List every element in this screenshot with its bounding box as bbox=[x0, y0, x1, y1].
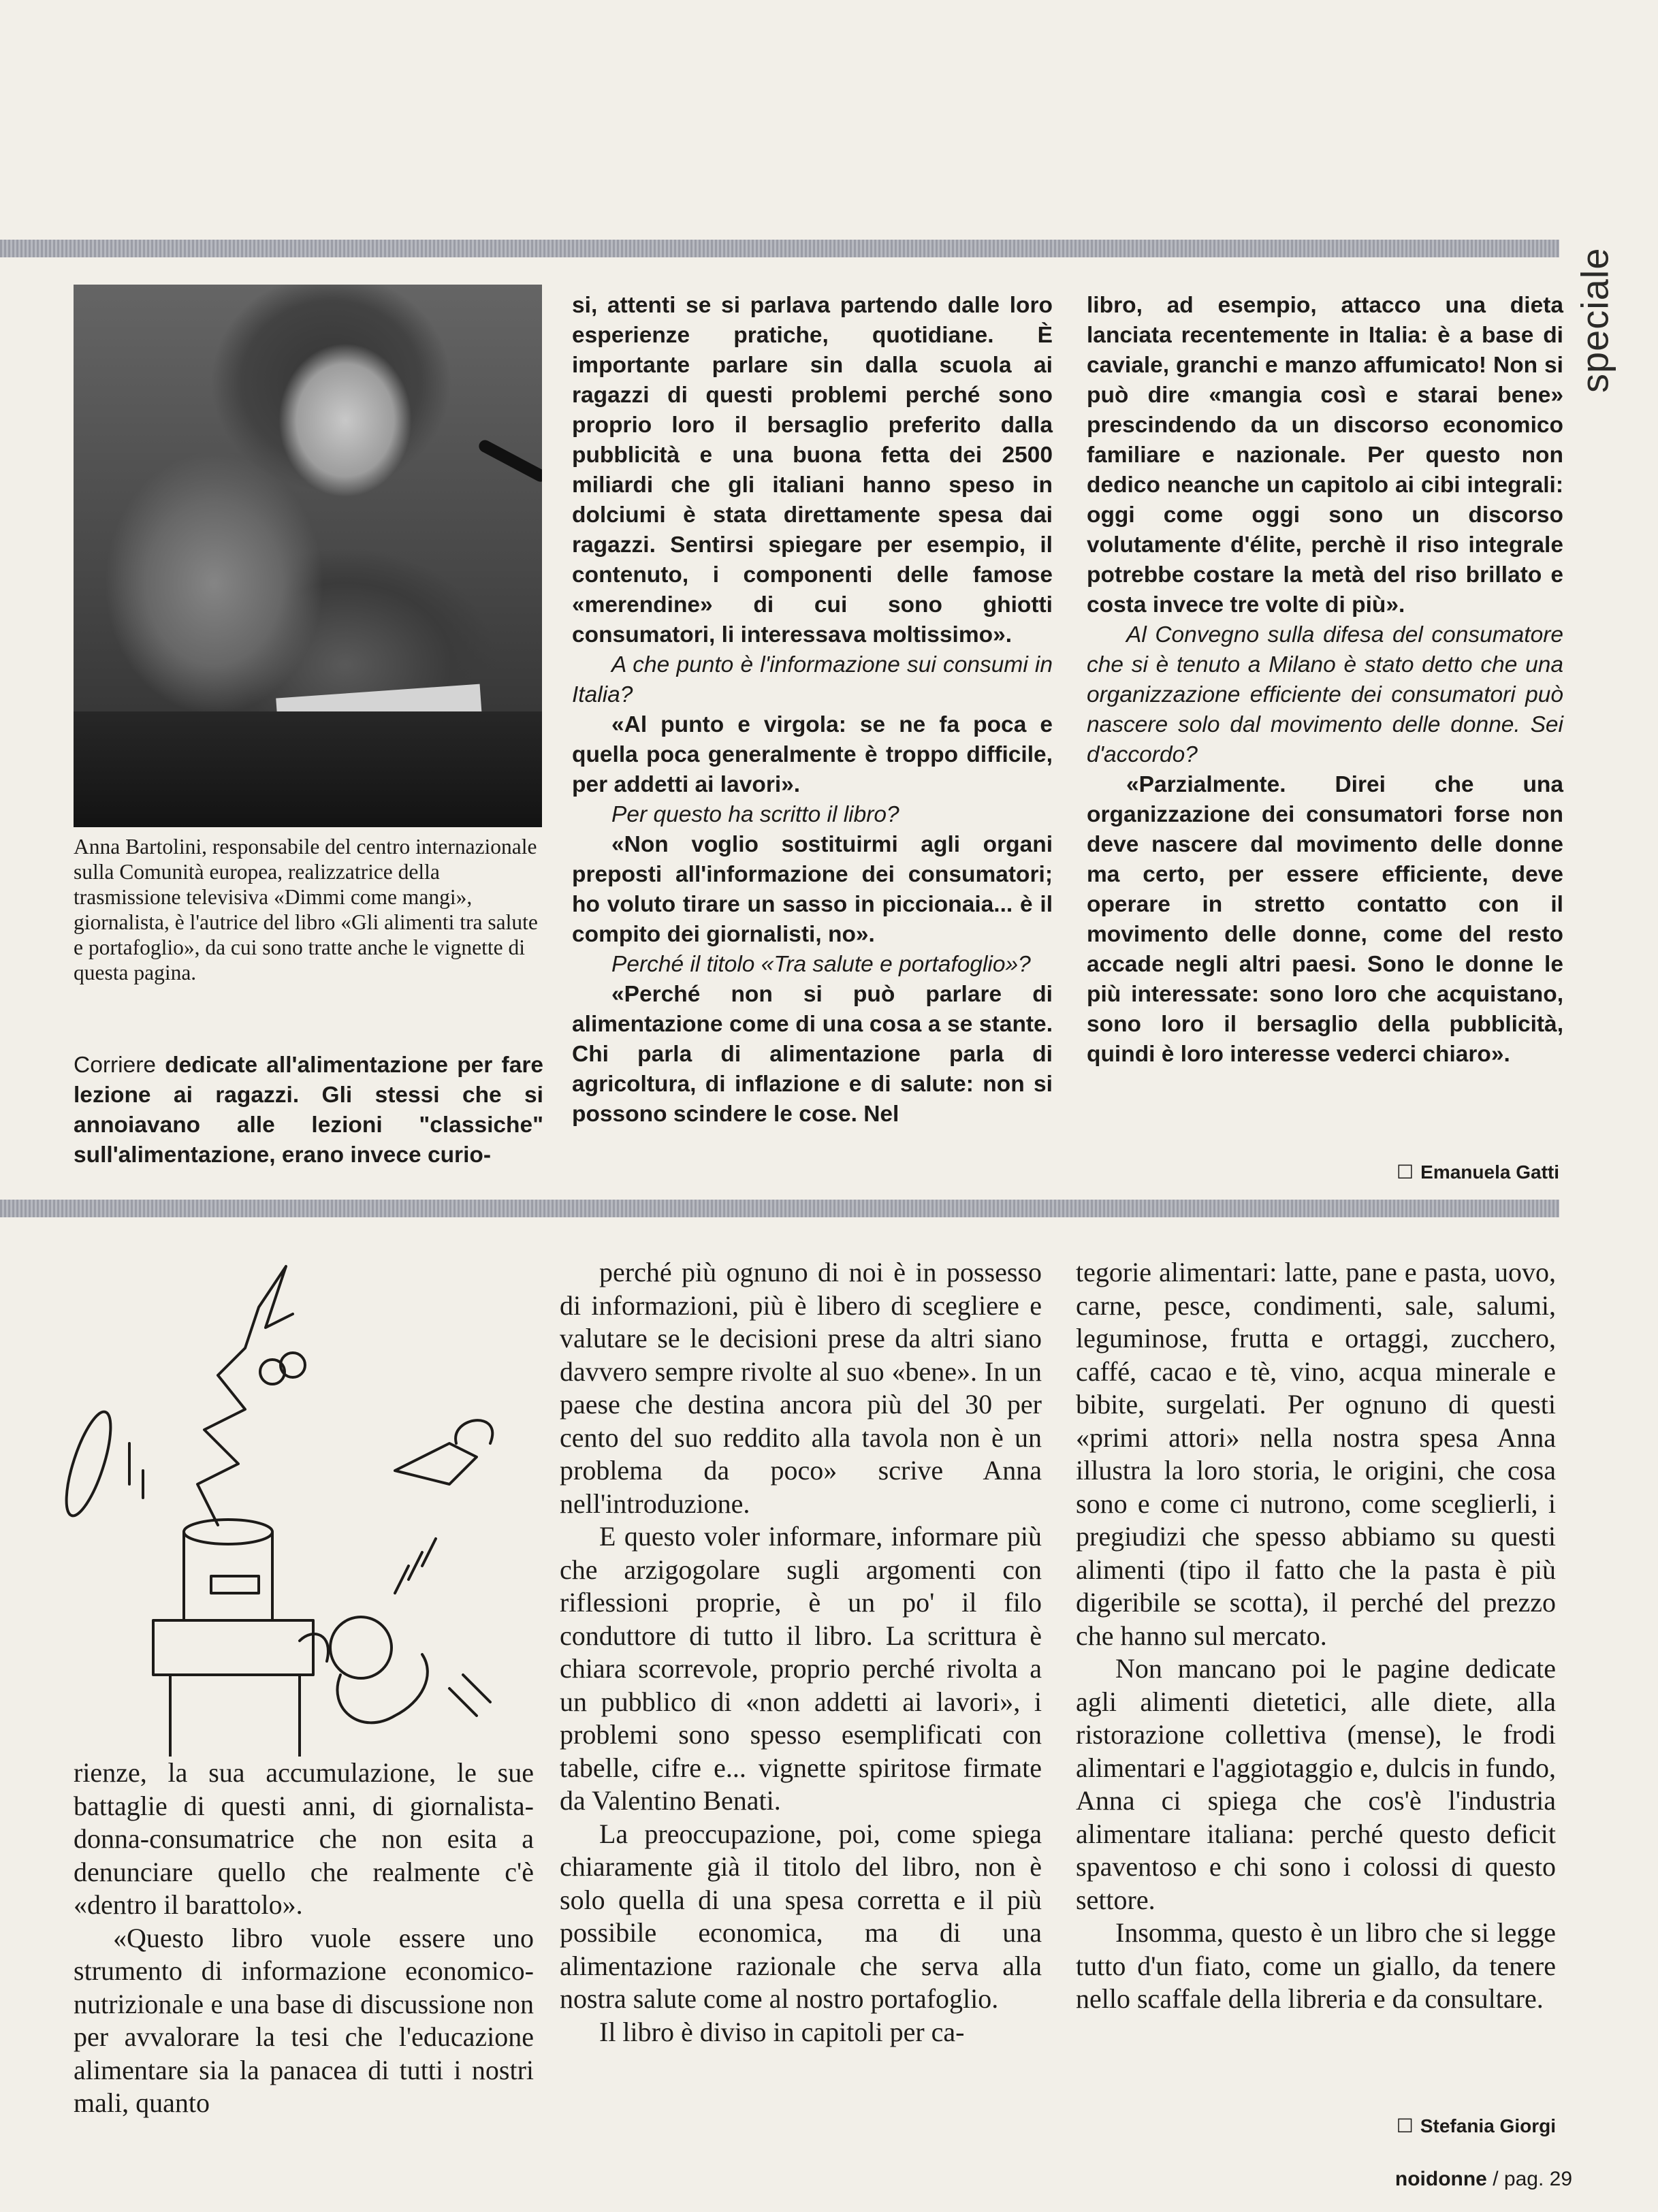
review-column-1 bbox=[74, 1757, 534, 2120]
answer-paragraph: libro, ad esempio, attacco una dieta lanciata recentemente in Italia: è a base di caviale, granchi e manzo affumicato! Non si può dire «mangia così e starai bene» prescindendo da un discorso economico familiare e nazionale. Per questo non dedico neanche un capitolo ai cibi integrali: oggi come oggi sono un discorso volutamente d'élite, perchè il riso integrale potrebbe costare la metà del riso brillato e costa invece tre volte di più». bbox=[1087, 293, 1563, 618]
interview-column-2 bbox=[572, 291, 1053, 1129]
photo-caption: Anna Bartolini, responsabile del centro internazionale sulla Comunità europea, realizzatrice della trasmissione televisiva «Dimmi come mangi», giornalista, è l'autrice del libro «Gli alimenti tra salute e portafoglio», da cui sono tratte anche le vignette di questa pagina. bbox=[74, 835, 538, 984]
middle-divider-bar bbox=[0, 1200, 1559, 1217]
desk-shape bbox=[74, 711, 542, 827]
interview-column-1 bbox=[74, 1051, 543, 1170]
answer-paragraph: si, attenti se si parlava partendo dalle loro esperienze pratiche, quotidiane. È importante parlare sin dalla scuola ai ragazzi di questi problemi perché sono proprio loro il bersaglio preferito dalla pubblicità e una buona fetta dei 2500 miliardi che gli italiani hanno speso in dolciumi è stata direttamente spesa dai ragazzi. Sentirsi spiegare per esempio, il contenuto, i componenti delle famose «merendine» di cui sono ghiotti consumatori, li interessava moltissimo». bbox=[572, 293, 1053, 647]
question-paragraph: Per questo ha scritto il libro? bbox=[611, 802, 899, 827]
interview-col1-text: dedicate all'alimentazione per fare lezione ai ragazzi. Gli stessi che si annoiavano alle lezioni "classiche" sull'alimentazione, erano invece curio- bbox=[74, 1053, 543, 1168]
answer-paragraph: «Al punto e virgola: se ne fa poca e quella poca generalmente è troppo difficile, per addetti ai lavori». bbox=[572, 712, 1053, 797]
question-paragraph: Al Convegno sulla difesa del consumatore che si è tenuto a Milano è stato detto che una organizzazione efficiente dei consumatori può nascere solo dal movimento delle donne. Sei d'accordo? bbox=[1087, 622, 1563, 767]
question-paragraph: Perché il titolo «Tra salute e portafoglio»? bbox=[611, 952, 1031, 977]
square-bullet-icon: ☐ bbox=[1396, 2115, 1414, 2136]
review-column-3 bbox=[1076, 1256, 1556, 2016]
review-paragraph: «Questo libro vuole essere uno strumento di informazione economico-nutrizionale e una base di discussione non per avvalorare la tesi che l'educazione alimentare sia la panacea di tutti i nostri mali, quanto bbox=[74, 1922, 534, 2118]
magazine-name: noidonne bbox=[1394, 2168, 1487, 2190]
section-label: speciale bbox=[1573, 247, 1616, 393]
answer-paragraph: «Parzialmente. Direi che una organizzazione dei consumatori forse non deve nascere dal movimento delle donne ma certo, per essere efficiente, deve operare in stretto contatto con il movimento delle donne, come del resto accade negli altri paesi. Sono le donne le più interessate: sono loro che acquistano, sono loro il bersaglio della pubblicità, quindi è loro interesse vederci chiaro». bbox=[1087, 772, 1563, 1067]
answer-paragraph: «Perché non si può parlare di alimentazione come di una cosa a se stante. Chi parla di alimentazione parla di agricoltura, di inflazione e di salute: non si possono scindere le cose. Nel bbox=[572, 982, 1053, 1127]
review-paragraph: tegorie alimentari: latte, pane e pasta, uovo, carne, pesce, condimenti, sale, salumi, leguminose, frutta e ortaggi, zucchero, caffé, cacao e tè, vino, acqua minerale e bibite, surgelati. Per ognuno di questi «primi attori» nella nostra spesa Anna illustra la loro storia, le origini, che cosa sono e come ci nutrono, come sceglierli, i pregiudizi che spesso abbiamo su questi alimenti (tipo il fatto che la pasta è più digeribile se scotta), il perché del prezzo che hanno sul mercato. bbox=[1076, 1257, 1556, 1651]
review-paragraph: La preoccupazione, poi, come spiega chiaramente già il titolo del libro, non è solo quella di una spesa corretta e il più possibile economica, ma di una alimentazione razionale che serva alla nostra salute come al nostro portafoglio. bbox=[560, 1818, 1042, 2014]
photo-anna-bartolini bbox=[74, 285, 542, 827]
cartoon-illustration bbox=[41, 1239, 517, 1757]
review-column-2 bbox=[560, 1256, 1042, 2049]
review-paragraph: perché più ognuno di noi è in possesso di informazioni, più è libero di scegliere e valutare se le decisioni prese da altri siano davvero sempre rivolte al suo «bene». In un paese che destina ancora più del 30 per cento del suo reddito alla tavola non è un problema da poco» scrive Anna nell'introduzione. bbox=[560, 1257, 1042, 1519]
interview-column-3 bbox=[1087, 291, 1563, 1070]
top-divider-bar bbox=[0, 240, 1559, 257]
answer-paragraph: «Non voglio sostituirmi agli organi preposti all'informazione dei consumatori; ho voluto tirare un sasso in piccionaia... è il compito dei giornalisti, no». bbox=[572, 832, 1053, 947]
microphone-shape bbox=[477, 438, 542, 484]
page-footer bbox=[1395, 2168, 1572, 2191]
interview-lead: Corriere bbox=[74, 1053, 165, 1078]
footer-separator: / bbox=[1493, 2168, 1499, 2190]
review-paragraph: Non mancano poi le pagine dedicate agli alimenti dietetici, alle diete, alla ristorazione collettiva (mense), le frodi alimentari e l'aggiotaggio e, dulcis in fundo, Anna ci spiega che cos'è l'industria alimentare italiana: perché questo deficit spaventoso e chi sono i colossi di questo settore. bbox=[1076, 1653, 1556, 1915]
page-number: pag. 29 bbox=[1503, 2168, 1572, 2190]
review-paragraph: Il libro è diviso in capitoli per ca- bbox=[599, 2016, 965, 2047]
review-paragraph: Insomma, questo è un libro che si legge tutto d'un fiato, come un giallo, da tenere nello scaffale della libreria e da consultare. bbox=[1076, 1917, 1556, 2014]
review-signature: ☐ Stefania Giorgi bbox=[1396, 2115, 1556, 2136]
interview-signature: ☐ Emanuela Gatti bbox=[1397, 1161, 1559, 1183]
square-bullet-icon: ☐ bbox=[1397, 1161, 1414, 1183]
review-paragraph: rienze, la sua accumulazione, le sue battaglie di questi anni, di giornalista-donna-consumatrice che non esita a denunciare quello che realmente c'è «dentro il barattolo». bbox=[74, 1757, 534, 1920]
question-paragraph: A che punto è l'informazione sui consumi in Italia? bbox=[572, 652, 1053, 707]
review-paragraph: E questo voler informare, informare più che arzigogolare sugli argomenti con riflessioni proprie, è un po' il filo conduttore di tutto il libro. La scrittura è chiara scorrevole, proprio perché rivolta a un pubblico di «non addetti ai lavori», i problemi sono spesso esemplificati con tabelle, cifre e... vignette spiritose firmate da Valentino Benati. bbox=[560, 1521, 1042, 1816]
